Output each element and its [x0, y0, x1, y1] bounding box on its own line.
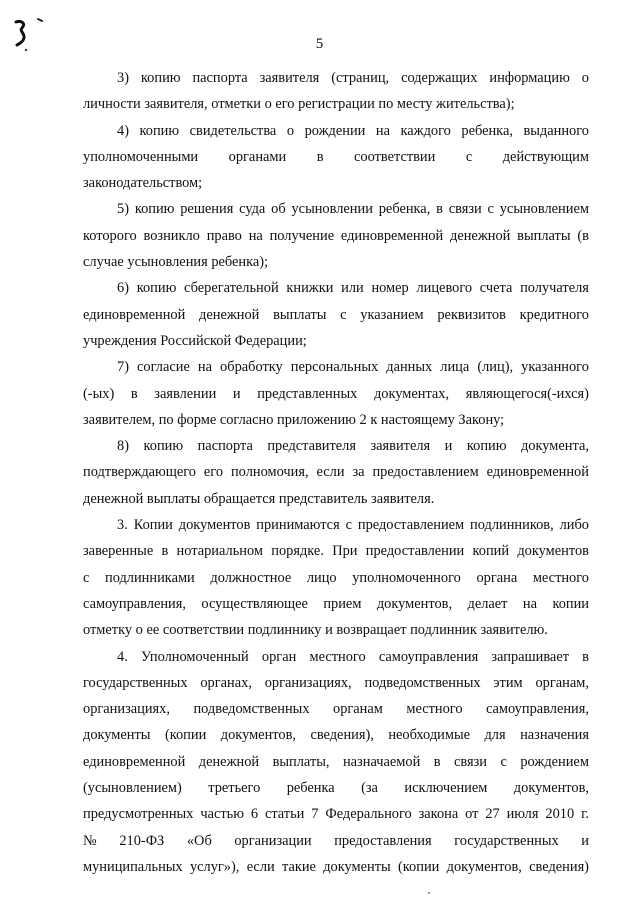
word: Федерального [325, 806, 412, 823]
text-line [83, 775, 589, 801]
text-line [83, 354, 589, 380]
word: получателя [520, 280, 589, 297]
word: об [271, 201, 286, 218]
word: (за [361, 780, 378, 797]
word: паспорта [192, 70, 248, 86]
word: с [83, 569, 90, 586]
word: 4) [117, 122, 129, 139]
word: обработку [220, 359, 283, 376]
word: с [500, 753, 507, 770]
paragraph-p6 [83, 275, 589, 354]
word: решения [180, 201, 234, 218]
word: единовременной [83, 753, 186, 770]
word: предоставлением [357, 517, 465, 534]
word: заявителя [370, 438, 431, 455]
word: получение [269, 227, 335, 244]
word: органам, [535, 674, 589, 691]
word: книжки [286, 280, 334, 297]
text-line [83, 722, 589, 748]
text-line [83, 118, 589, 144]
word: запрашивает [491, 648, 569, 665]
word: если [246, 858, 275, 875]
text-line [83, 591, 589, 617]
word: третьего [208, 780, 261, 797]
word: органами [228, 148, 287, 165]
word: должностное [210, 569, 292, 586]
word: с [345, 517, 352, 534]
word: денежной [198, 753, 260, 770]
word: с [340, 306, 347, 323]
text-line [83, 749, 589, 775]
word: его [203, 464, 224, 481]
word: соответствии [354, 148, 436, 165]
word: исключением [404, 780, 488, 797]
word: предусмотренных [83, 806, 194, 823]
word: подведомственных [364, 674, 481, 691]
word: этим [493, 674, 523, 691]
text-line [83, 538, 589, 564]
word: каждого [400, 122, 451, 139]
word: нотариальном [176, 543, 263, 560]
word: 27 [485, 806, 500, 823]
text-line: законодательством; [83, 175, 203, 192]
word: копию [136, 280, 177, 297]
word: (усыновлением) [83, 780, 182, 797]
word: в [582, 648, 589, 665]
word: копии [552, 595, 589, 612]
word: 210-ФЗ [119, 832, 165, 849]
text-line: личности заявителя, отметки о его регистрации по месту жительства); [83, 96, 515, 113]
word: государственных [83, 674, 188, 691]
page-number: 5 [315, 36, 324, 52]
word: суда [239, 201, 266, 218]
word: связи [454, 753, 488, 770]
word: документов, [376, 595, 453, 612]
word: и [444, 438, 453, 455]
word: услуг»), [189, 858, 240, 875]
word: заявлении [154, 385, 217, 402]
word: счета [479, 280, 513, 297]
word: ребенка, [461, 122, 513, 139]
word: муниципальных [83, 858, 183, 875]
word: на [375, 122, 390, 139]
word: документов, [446, 858, 522, 875]
text-line [83, 828, 589, 854]
word: организации [234, 832, 312, 849]
text-line [83, 302, 589, 328]
word: заявителя [259, 70, 320, 86]
word: статьи [264, 806, 305, 823]
word: лица [440, 359, 470, 376]
word: документов [178, 517, 251, 534]
word: самоуправления [378, 648, 479, 665]
word: за [352, 464, 365, 481]
text-line: денежной выплаты обращается представитель заявителя. [83, 490, 435, 507]
word: назначаемой [342, 753, 421, 770]
word: выплаты [517, 227, 571, 244]
word: в [316, 148, 324, 165]
word: органах, [200, 674, 252, 691]
word: возникло [143, 227, 200, 244]
word: документов, [513, 780, 589, 797]
word: согласие [137, 359, 190, 376]
word: информацию [489, 70, 570, 86]
word: предоставлении [365, 543, 465, 560]
word: орган [261, 648, 297, 665]
word: о [581, 70, 589, 86]
word: «Об [186, 832, 212, 849]
word: о [286, 122, 295, 139]
word: уполномоченными [83, 148, 199, 165]
word: с [465, 148, 473, 165]
word: указанием [360, 306, 424, 323]
word: в [130, 385, 138, 402]
word: такие [282, 858, 316, 875]
word: принимаются [256, 517, 340, 534]
text-line: случае усыновления ребенка); [83, 254, 269, 271]
word: документах, [373, 385, 450, 402]
word: делает [467, 595, 508, 612]
word: местного [406, 701, 463, 718]
paragraph-p7 [83, 354, 589, 433]
text-line [83, 381, 589, 407]
word: сберегательной [184, 280, 279, 297]
scan-artifact [428, 892, 430, 894]
word: единовременной [486, 464, 589, 481]
word: усыновлении [291, 201, 373, 218]
word: или [341, 280, 364, 297]
word: органам [333, 701, 383, 718]
word: порядке. [271, 543, 324, 560]
text-line [83, 565, 589, 591]
word: При [332, 543, 358, 560]
text-line [83, 275, 589, 301]
word: подтверждающего [83, 464, 196, 481]
word: предоставления [334, 832, 432, 849]
word: 6) [117, 280, 129, 297]
word: 7) [117, 359, 129, 376]
paragraph-p8 [83, 433, 589, 512]
word: ребенка, [378, 201, 431, 218]
word: которого [83, 227, 137, 244]
word: свидетельства [189, 122, 277, 139]
word: выплаты, [272, 753, 330, 770]
word: рождении [304, 122, 366, 139]
text-line [83, 433, 589, 459]
word: лицо [306, 569, 337, 586]
word: копий [472, 543, 510, 560]
word: подведомственных [193, 701, 310, 718]
text-line [83, 670, 589, 696]
word: в [436, 201, 443, 218]
word: частью [200, 806, 244, 823]
word: (копии [398, 858, 440, 875]
word: и [581, 832, 589, 849]
word: являющегося(-ихся) [465, 385, 589, 402]
word: в [161, 543, 169, 560]
word: единовременной [340, 227, 444, 244]
word: паспорта [197, 438, 253, 455]
word: назначения [520, 727, 589, 744]
word: закона [418, 806, 459, 823]
word: органа [476, 569, 518, 586]
word: подлинников, [470, 517, 554, 534]
document-body [83, 65, 589, 880]
text-line [83, 644, 589, 670]
word: уполномоченного [352, 569, 461, 586]
word: 5) [117, 201, 129, 218]
word: если [316, 464, 345, 481]
word: 4. [117, 648, 128, 665]
word: реквизитов [437, 306, 506, 323]
word: копию [139, 122, 180, 139]
word: № [83, 832, 97, 849]
word: сведения) [529, 858, 589, 875]
paragraph-p4 [83, 118, 589, 197]
text-line [83, 512, 589, 538]
word: персональных [290, 359, 379, 376]
word: осуществляющее [201, 595, 308, 612]
word: предоставлением [372, 464, 479, 481]
paragraph-p3 [83, 65, 589, 118]
word: либо [559, 517, 589, 534]
word: на [522, 595, 537, 612]
text-line [83, 144, 589, 170]
word: документов, [220, 727, 296, 744]
word: копию [140, 70, 181, 86]
text-line: заявителем, по форме согласно приложению 2 к настоящему Закону; [83, 411, 505, 428]
text-line: учреждения Российской Федерации; [83, 332, 307, 349]
word: (копии [164, 727, 207, 744]
word: 3) [117, 70, 129, 86]
word: г. [581, 806, 589, 823]
word: сведения), [310, 727, 374, 744]
word: от [465, 806, 479, 823]
text-line [83, 459, 589, 485]
word: денежной [450, 227, 511, 244]
word: 8) [117, 438, 129, 455]
word: прием [323, 595, 362, 612]
word: документы [83, 727, 151, 744]
word: организациях, [83, 701, 170, 718]
text-line [83, 696, 589, 722]
word: право [206, 227, 242, 244]
word: единовременной [83, 306, 186, 323]
word: копию [134, 201, 175, 218]
word: кредитного [519, 306, 589, 323]
word: выплаты [273, 306, 327, 323]
word: подлинниками [105, 569, 195, 586]
word: заверенные [83, 543, 154, 560]
text-line: отметку о ее соответствии подлиннику и возвращает подлинник заявителю. [83, 622, 548, 639]
word: 7 [311, 806, 319, 823]
word: ребенка [286, 780, 335, 797]
word: указанного [521, 359, 589, 376]
word: государственных [454, 832, 559, 849]
word: самоуправления, [485, 701, 589, 718]
word: данных [386, 359, 433, 376]
word: местного [532, 569, 589, 586]
word: (лиц), [477, 359, 514, 376]
text-line [83, 801, 589, 827]
word: с [487, 201, 494, 218]
word: (страниц, [331, 70, 390, 86]
word: организациях, [264, 674, 352, 691]
word: копию [143, 438, 184, 455]
word: для [484, 727, 506, 744]
word: документы [323, 858, 391, 875]
word: копию [466, 438, 507, 455]
paragraph-s3 [83, 512, 589, 643]
word: усыновлением [499, 201, 589, 218]
word: (-ых) [83, 385, 115, 402]
word: 2010 [545, 806, 575, 823]
word: 3. [117, 517, 128, 534]
word: номер [371, 280, 409, 297]
text-line [83, 854, 589, 880]
word: лицевого [416, 280, 473, 297]
word: июля [506, 806, 539, 823]
word: Копии [133, 517, 173, 534]
word: и [232, 385, 241, 402]
word: денежной [199, 306, 260, 323]
text-line [83, 223, 589, 249]
word: действующим [502, 148, 589, 165]
word: необходимые [388, 727, 470, 744]
paragraph-p5 [83, 196, 589, 275]
word: полномочия, [230, 464, 309, 481]
word: в [433, 753, 441, 770]
word: (в [577, 227, 589, 244]
word: документов [517, 543, 589, 560]
word: на [197, 359, 212, 376]
word: связи [448, 201, 482, 218]
word: рождением [520, 753, 589, 770]
word: местного [309, 648, 366, 665]
word: содержащих [401, 70, 478, 86]
text-line [83, 65, 589, 91]
word: выданного [523, 122, 589, 139]
word: 6 [250, 806, 259, 823]
paragraph-s4 [83, 644, 589, 881]
word: представленных [257, 385, 358, 402]
word: Уполномоченный [140, 648, 249, 665]
word: на [248, 227, 263, 244]
word: самоуправления, [83, 595, 186, 612]
word: представителя [267, 438, 356, 455]
text-line [83, 196, 589, 222]
word: документа, [520, 438, 589, 455]
